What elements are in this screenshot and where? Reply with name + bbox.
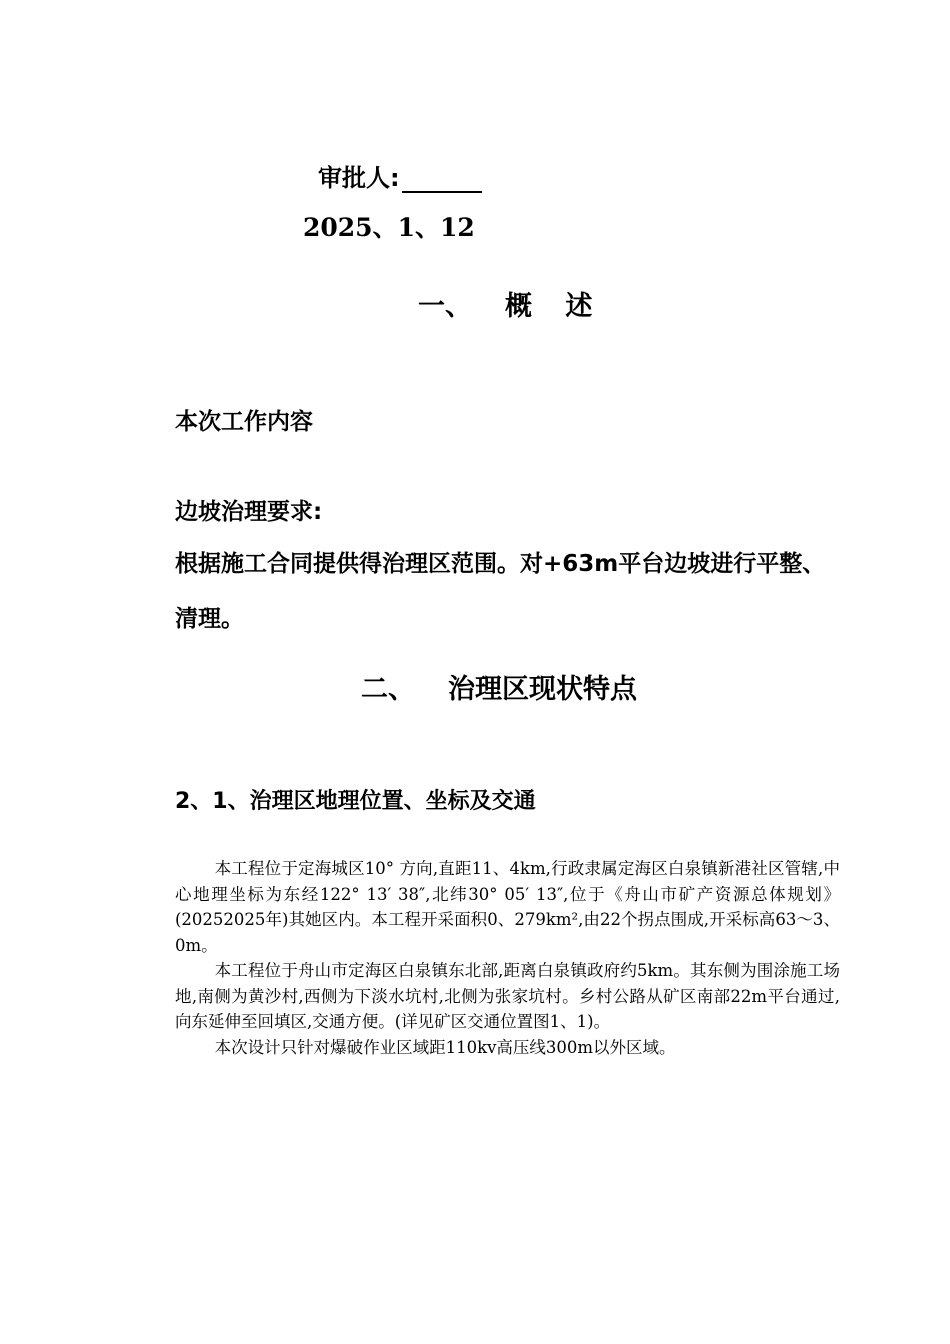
approver-signature-blank xyxy=(402,165,482,193)
section-2-title: 治理区现状特点 xyxy=(448,674,637,705)
section-2-heading xyxy=(0,667,950,707)
section-1-title: 概 述 xyxy=(505,291,605,322)
body-paragraph: 本次设计只针对爆破作业区域距110kv高压线300m以外区域。 xyxy=(214,1037,676,1057)
subsection-2-1-body xyxy=(175,856,840,1060)
section-1-number: 一、 xyxy=(418,291,472,322)
work-content-heading: 本次工作内容 xyxy=(175,409,313,435)
subsection-2-1-title: 2、1、治理区地理位置、坐标及交通 xyxy=(175,789,536,814)
body-paragraph: 本工程位于舟山市定海区白泉镇东北部,距离白泉镇政府约5km。其东侧为围涂施工场地,南侧为黄沙村,西侧为下淡水坑村,北侧为张家坑村。乡村公路从矿区南部22m平台通过,向东延伸至回填区,交通方便。(详见矿区交通位置图1、1)。 xyxy=(175,961,840,1031)
body-paragraph: 本工程位于定海城区10° 方向,直距11、4km,行政隶属定海区白泉镇新港社区管辖,中心地理坐标为东经122° 13′ 38″,北纬30° 05′ 13″,位于《舟山市矿产资源总体规划》(20252025年)其她区内。本工程开采面积0、279km²,由22个拐点围成,开采标高63～3、0m。 xyxy=(175,859,840,955)
slope-requirement-heading: 边坡治理要求: xyxy=(175,499,323,525)
approver-label: 审批人: xyxy=(318,164,400,192)
section-1-heading xyxy=(0,284,950,324)
document-date: 2025、1、12 xyxy=(303,213,475,242)
approver-line xyxy=(318,158,482,193)
section-2-number: 二、 xyxy=(361,674,415,705)
slope-requirement-body: 根据施工合同提供得治理区范围。对+63m平台边坡进行平整、清理。 xyxy=(175,551,826,632)
